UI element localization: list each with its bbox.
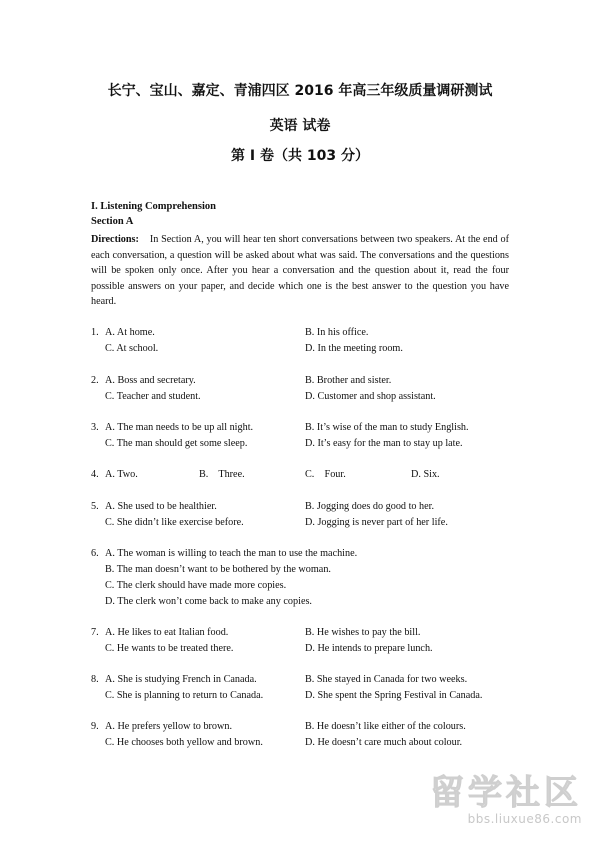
question-number: 9. [91, 721, 99, 732]
option-b: B. He wishes to pay the bill. [305, 627, 421, 638]
directions-paragraph [91, 232, 509, 310]
option-b: B. Brother and sister. [305, 375, 392, 386]
question-number: 5. [91, 501, 99, 512]
exam-subtitle: 英语 试卷 [269, 118, 331, 134]
option-a: A. The woman is willing to teach the man to use the machine. [105, 548, 358, 559]
watermark-brand: 留学社区 [430, 773, 582, 813]
part-heading: I. Listening Comprehension [91, 201, 216, 212]
option-c: C. Four. [305, 469, 346, 480]
question-number: 8. [91, 674, 99, 685]
option-c: C. At school. [105, 343, 159, 354]
option-a: A. She used to be healthier. [105, 501, 217, 512]
option-c: C. He chooses both yellow and brown. [105, 737, 263, 748]
question-number: 7. [91, 627, 99, 638]
option-b: B. It’s wise of the man to study English. [305, 422, 469, 433]
question-number: 4. [91, 469, 99, 480]
option-b: B. Three. [199, 469, 245, 480]
option-a: A. The man needs to be up all night. [105, 422, 254, 433]
option-d: D. The clerk won’t come back to make any copies. [105, 596, 312, 607]
option-c: C. Teacher and student. [105, 391, 201, 402]
option-d: D. He doesn’t care much about colour. [305, 737, 463, 748]
volume-title: 第 I 卷（共 103 分） [231, 148, 369, 164]
watermark [430, 765, 582, 826]
exam-title: 长宁、宝山、嘉定、青浦四区 2016 年高三年级质量调研测试 [107, 83, 493, 99]
option-b: B. He doesn’t like either of the colours. [305, 721, 466, 732]
option-b: B. In his office. [305, 327, 369, 338]
section-heading: Section A [91, 216, 134, 227]
option-c: C. She is planning to return to Canada. [105, 690, 264, 701]
option-d: D. Customer and shop assistant. [305, 391, 436, 402]
option-c: C. He wants to be treated there. [105, 643, 234, 654]
option-d: D. He intends to prepare lunch. [305, 643, 433, 654]
option-c: C. The man should get some sleep. [105, 438, 248, 449]
question-number: 6. [91, 548, 99, 559]
option-c: C. She didn’t like exercise before. [105, 517, 244, 528]
option-a: A. He likes to eat Italian food. [105, 627, 229, 638]
option-a: A. She is studying French in Canada. [105, 674, 257, 685]
option-d: D. Jogging is never part of her life. [305, 517, 448, 528]
option-c: C. The clerk should have made more copies. [105, 580, 287, 591]
option-d: D. She spent the Spring Festival in Canada. [305, 690, 483, 701]
question-number: 3. [91, 422, 99, 433]
option-d: D. In the meeting room. [305, 343, 403, 354]
watermark-url: bbs.liuxue86.com [467, 812, 582, 826]
option-b: B. Jogging does do good to her. [305, 501, 435, 512]
option-b: B. She stayed in Canada for two weeks. [305, 674, 468, 685]
option-a: A. At home. [105, 327, 155, 338]
question-number: 1. [91, 327, 99, 338]
option-b: B. The man doesn’t want to be bothered by the woman. [105, 564, 331, 575]
question-number: 2. [91, 375, 99, 386]
option-d: D. Six. [411, 469, 440, 480]
directions-text: In Section A, you will hear ten short conversations between two speakers. At the end of each conversation, a question will be asked about what was said. The conversations and the questions will be spoken only once. After you hear a conversation and the question about it, read the four possible answers on your paper, and decide which one is the best answer to the question you have heard. [91, 234, 509, 308]
option-a: A. He prefers yellow to brown. [105, 721, 233, 732]
option-d: D. It’s easy for the man to stay up late. [305, 438, 463, 449]
option-a: A. Two. [105, 469, 138, 480]
option-a: A. Boss and secretary. [105, 375, 196, 386]
directions-label: Directions: [91, 234, 139, 245]
